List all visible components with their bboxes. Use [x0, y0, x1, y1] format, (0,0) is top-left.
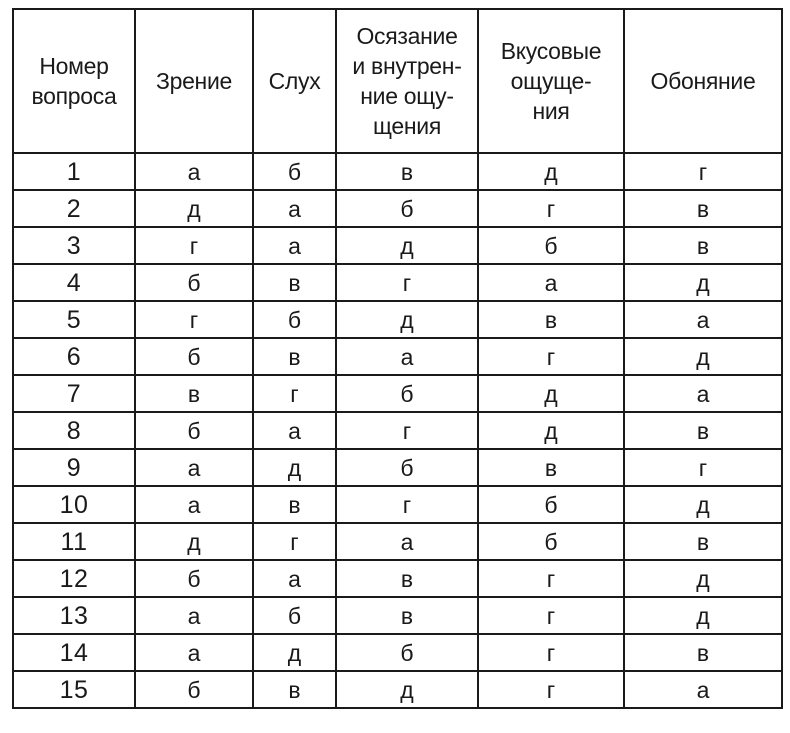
touch-cell: в [336, 153, 478, 190]
hearing-cell: б [253, 301, 336, 338]
hearing-cell: в [253, 486, 336, 523]
question-number-cell: 4 [13, 264, 135, 301]
taste-cell: г [478, 597, 624, 634]
touch-cell: в [336, 560, 478, 597]
header-hearing [253, 9, 336, 153]
vision-cell: а [135, 634, 253, 671]
taste-cell: б [478, 486, 624, 523]
vision-cell: а [135, 486, 253, 523]
question-number-cell: 1 [13, 153, 135, 190]
table-body [13, 153, 782, 708]
table-row [13, 301, 782, 338]
question-number-cell: 3 [13, 227, 135, 264]
table-row [13, 634, 782, 671]
touch-cell: б [336, 634, 478, 671]
vision-cell: г [135, 227, 253, 264]
vision-cell: д [135, 190, 253, 227]
question-number-cell: 14 [13, 634, 135, 671]
hearing-cell: б [253, 153, 336, 190]
question-number-cell: 9 [13, 449, 135, 486]
header-label: Номер вопроса [31, 53, 117, 109]
vision-cell: г [135, 301, 253, 338]
header-question-number [13, 9, 135, 153]
hearing-cell: а [253, 560, 336, 597]
question-number-cell: 8 [13, 412, 135, 449]
header-label: Обоняние [650, 68, 756, 94]
smell-cell: а [624, 375, 782, 412]
hearing-cell: г [253, 523, 336, 560]
touch-cell: г [336, 412, 478, 449]
question-number-cell: 5 [13, 301, 135, 338]
hearing-cell: в [253, 264, 336, 301]
vision-cell: а [135, 449, 253, 486]
taste-cell: а [478, 264, 624, 301]
vision-cell: б [135, 338, 253, 375]
hearing-cell: в [253, 671, 336, 708]
taste-cell: г [478, 634, 624, 671]
taste-cell: г [478, 560, 624, 597]
smell-cell: в [624, 227, 782, 264]
header-label: Вкусовые ощуще- ния [500, 38, 602, 124]
table-row [13, 190, 782, 227]
smell-cell: д [624, 486, 782, 523]
vision-cell: б [135, 671, 253, 708]
smell-cell: г [624, 449, 782, 486]
touch-cell: д [336, 301, 478, 338]
question-number-cell: 7 [13, 375, 135, 412]
table-row [13, 264, 782, 301]
header-touch [336, 9, 478, 153]
header-label: Зрение [155, 68, 233, 94]
vision-cell: а [135, 597, 253, 634]
smell-cell: д [624, 264, 782, 301]
taste-cell: д [478, 412, 624, 449]
header-vision [135, 9, 253, 153]
touch-cell: г [336, 264, 478, 301]
question-number-cell: 13 [13, 597, 135, 634]
hearing-cell: б [253, 597, 336, 634]
vision-cell: б [135, 560, 253, 597]
touch-cell: а [336, 523, 478, 560]
question-number-cell: 6 [13, 338, 135, 375]
table-row [13, 375, 782, 412]
header-label: Осязание и внутрен- ние ощу- щения [352, 23, 462, 139]
table-row [13, 523, 782, 560]
hearing-cell: а [253, 190, 336, 227]
hearing-cell: а [253, 412, 336, 449]
taste-cell: д [478, 153, 624, 190]
header-smell [624, 9, 782, 153]
header-taste [478, 9, 624, 153]
touch-cell: б [336, 190, 478, 227]
table-row [13, 153, 782, 190]
touch-cell: б [336, 449, 478, 486]
table-row [13, 597, 782, 634]
smell-cell: в [624, 412, 782, 449]
hearing-cell: в [253, 338, 336, 375]
vision-cell: б [135, 264, 253, 301]
table-row [13, 486, 782, 523]
smell-cell: д [624, 338, 782, 375]
hearing-cell: а [253, 227, 336, 264]
smell-cell: в [624, 190, 782, 227]
hearing-cell: д [253, 449, 336, 486]
hearing-cell: д [253, 634, 336, 671]
question-number-cell: 12 [13, 560, 135, 597]
taste-cell: в [478, 449, 624, 486]
vision-cell: б [135, 412, 253, 449]
hearing-cell: г [253, 375, 336, 412]
taste-cell: б [478, 227, 624, 264]
taste-cell: г [478, 671, 624, 708]
smell-cell: а [624, 301, 782, 338]
question-number-cell: 15 [13, 671, 135, 708]
smell-cell: в [624, 523, 782, 560]
table-row [13, 338, 782, 375]
question-number-cell: 2 [13, 190, 135, 227]
question-number-cell: 10 [13, 486, 135, 523]
question-number-cell: 11 [13, 523, 135, 560]
answer-key-table [12, 8, 783, 709]
header-row [13, 9, 782, 153]
smell-cell: г [624, 153, 782, 190]
vision-cell: в [135, 375, 253, 412]
smell-cell: а [624, 671, 782, 708]
touch-cell: г [336, 486, 478, 523]
touch-cell: д [336, 227, 478, 264]
vision-cell: д [135, 523, 253, 560]
table-row [13, 560, 782, 597]
touch-cell: а [336, 338, 478, 375]
taste-cell: г [478, 190, 624, 227]
vision-cell: а [135, 153, 253, 190]
table-row [13, 227, 782, 264]
taste-cell: д [478, 375, 624, 412]
table-row [13, 412, 782, 449]
smell-cell: д [624, 597, 782, 634]
touch-cell: б [336, 375, 478, 412]
taste-cell: г [478, 338, 624, 375]
header-label: Слух [268, 68, 321, 94]
taste-cell: б [478, 523, 624, 560]
touch-cell: д [336, 671, 478, 708]
smell-cell: д [624, 560, 782, 597]
table-row [13, 671, 782, 708]
table-row [13, 449, 782, 486]
taste-cell: в [478, 301, 624, 338]
touch-cell: в [336, 597, 478, 634]
smell-cell: в [624, 634, 782, 671]
